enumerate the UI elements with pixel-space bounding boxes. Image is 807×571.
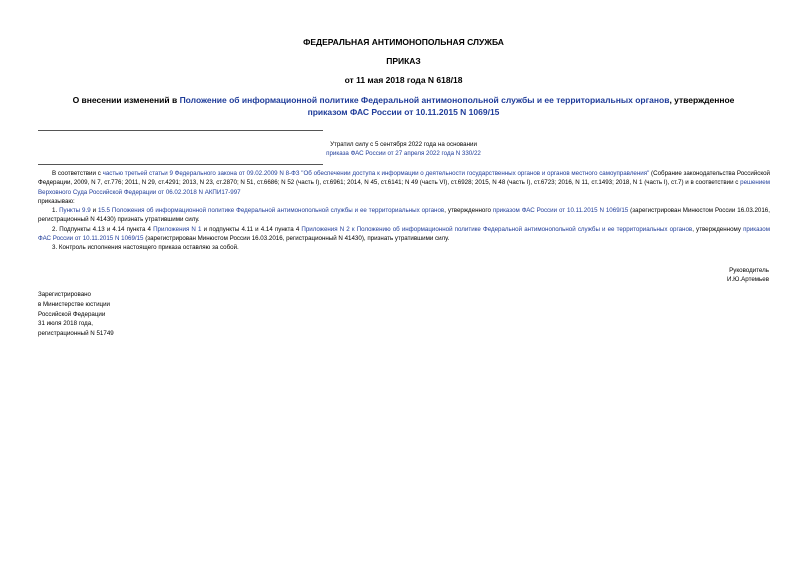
paragraph-item-1: 1. Пункты 9.9 и 15.5 Положения об информационной политике Федеральной антимонопольной службы и ее территориальных органов, утвержденного приказом ФАС России от 10.11.2015 N 1069/15 (зарегистрирован Минюстом России 16.03.2016, регистрационный N 41430) признать утратившими силу. — [38, 207, 770, 224]
paragraph-order: приказываю: — [38, 197, 75, 205]
status-order-link[interactable]: приказа ФАС России от 27 апреля 2022 года N 330/22 — [326, 150, 481, 157]
order-1069-link-2[interactable]: приказом ФАС России от 10.11.2015 N 1069/15 — [38, 225, 770, 243]
signature-block — [727, 266, 769, 284]
appendix-2-link[interactable]: Приложения N 2 к Положению об информационной политике Федеральной антимонопольной службы и ее территориальных органов — [301, 225, 693, 233]
paragraph-item-2: 2. Подпункты 4.13 и 4.14 пункта 4 Приложения N 1 и подпункты 4.11 и 4.14 пункта 4 Приложения N 2 к Положению об информационной политике Федеральной антимонопольной службы и ее территориальных органов, утвержденному приказом ФАС России от 10.11.2015 N 1069/15 (зарегистрирован Минюстом России 16.03.2016, регистрационный N 41430), признать утратившими силу. — [38, 225, 770, 243]
title-regulation-link[interactable]: Положение об информационной политике Федеральной антимонопольной службы и ее территориальных органов — [179, 95, 670, 105]
title-divider — [38, 130, 323, 131]
title-order-link[interactable]: приказом ФАС России от 10.11.2015 N 1069/15 — [307, 107, 500, 117]
court-decision-link[interactable]: решением Верховного Суда Российской Федерации от 06.02.2018 N АКПИ17-997 — [38, 179, 770, 196]
status-note: Утратил силу с 5 сентября 2022 года на основании приказа ФАС России от 27 апреля 2022 года N 330/22 — [326, 141, 481, 157]
registration-block: Зарегистрировано в Министерстве юстиции Российской Федерации 31 июля 2018 года, регистрационный N 51749 — [38, 291, 114, 338]
item-9-9-link[interactable]: Пункты 9.9 — [59, 207, 91, 215]
law-link[interactable]: частью третьей статьи 9 Федерального закона от 09.02.2009 N 8-ФЗ "Об обеспечении доступа к информации о деятельности государственных органов и органов местного самоуправления" — [102, 170, 650, 177]
paragraph-basis: В соответствии с частью третьей статьи 9 Федерального закона от 09.02.2009 N 8-ФЗ "Об обеспечении доступа к информации о деятельности государственных органов и органов местного самоуправления" (Собрание законодательства Российской Федерации, 2009, N 7, ст.776; 2011, N 29, ст.4291; 2013, N 23, ст.2870; N 51, ст.6686; N 52 (часть I), ст.6961; 2014, N 45, ст.6141; N 49 (часть VI), ст.6928; 2015, N 48 (часть I), ст.6723; 2016, N 11, ст.1493; 2018, N 1 (часть I), ст.7) и в соответствии с решением Верховного Суда Российской Федерации от 06.02.2018 N АКПИ17-997 — [38, 170, 770, 196]
signature-role: Руководитель — [729, 267, 769, 274]
paragraph-item-3: 3. Контроль исполнения настоящего приказа оставляю за собой. — [52, 244, 239, 252]
order-1069-link[interactable]: приказом ФАС России от 10.11.2015 N 1069/15 — [492, 207, 629, 215]
agency-heading: ФЕДЕРАЛЬНАЯ АНТИМОНОПОЛЬНАЯ СЛУЖБА — [303, 37, 504, 47]
date-number: от 11 мая 2018 года N 618/18 — [344, 75, 463, 85]
status-divider — [38, 164, 323, 165]
document-title: О внесении изменений в Положение об информационной политике Федеральной антимонопольной службы и ее территориальных органов, утвержденное приказом ФАС России от 10.11.2015 N 1069/15 — [72, 95, 735, 117]
document-type: ПРИКАЗ — [386, 56, 421, 66]
signature-name: И.Ю.Артемьев — [727, 276, 769, 283]
appendix-1-link[interactable]: Приложения N 1 — [153, 225, 202, 233]
document-body — [38, 169, 770, 253]
item-15-5-link[interactable]: 15.5 Положения об информационной политике Федеральной антимонопольной службы и ее территориальных органов — [97, 207, 445, 215]
